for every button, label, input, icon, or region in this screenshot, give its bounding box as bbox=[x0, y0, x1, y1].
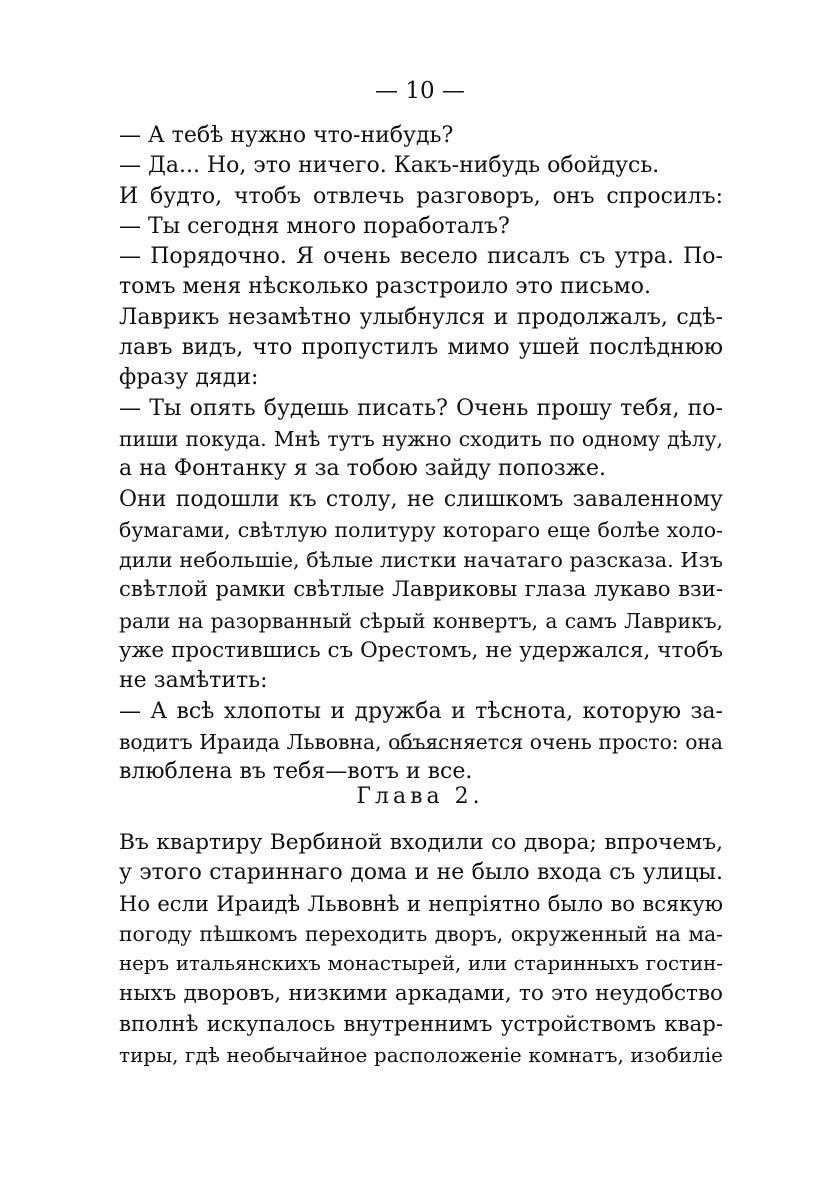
text-line: Лаврикъ незамѣтно улыбнулся и продолжалъ, сдѣ- bbox=[119, 304, 723, 330]
text-line: фразу дяди: bbox=[119, 365, 259, 391]
text-line: рали на разорванный сѣрый конвертъ, а самъ Лаврикъ, bbox=[119, 608, 723, 633]
text-line: — А всѣ хлопоты и дружба и тѣснота, которую за- bbox=[119, 698, 723, 724]
text-line: ныхъ дворовъ, низкими аркадами, то это неудобство bbox=[119, 981, 723, 1007]
text-line: Въ квартиру Вербиной входили со двора; впрочемъ, bbox=[119, 830, 723, 855]
text-line: Но если Ираидѣ Львовнѣ и непріятно было во всякую bbox=[119, 891, 723, 916]
text-line: не замѣтить: bbox=[119, 668, 268, 694]
text-section-2 bbox=[119, 828, 723, 1070]
text-line: уже простившись съ Орестомъ, не удержался, чтобъ bbox=[119, 638, 723, 664]
text-line: — А тебѣ нужно что-нибудь? bbox=[119, 123, 454, 148]
text-line: томъ меня нѣсколько разстроило это письмо. bbox=[119, 274, 651, 300]
text-line: свѣтлой рамки свѣтлые Лавриковы глаза лукаво взи- bbox=[119, 577, 723, 603]
text-line: — Ты сегодня много поработалъ? bbox=[119, 213, 510, 239]
text-line: пиши покуда. Мнѣ тутъ нужно сходить по одному дѣлу, bbox=[119, 426, 723, 451]
text-line: влюблена въ тебя—вотъ и все. bbox=[119, 759, 473, 785]
text-section-1 bbox=[119, 121, 723, 788]
text-line: водитъ Ираида Львовна, объясняется очень просто: она bbox=[119, 729, 723, 754]
text-line: вполнѣ искупалось внутреннимъ устройствомъ квар- bbox=[119, 1011, 723, 1037]
text-line: бумагами, свѣтлую политуру котораго еще болѣе холо- bbox=[119, 517, 723, 542]
text-line: — Порядочно. Я очень весело писалъ съ утра. По- bbox=[119, 244, 723, 270]
text-line: погоду пѣшкомъ переходить дворъ, окруженный на ма- bbox=[119, 921, 723, 946]
text-line: дили небольшіе, бѣлые листки начатаго разсказа. Изъ bbox=[119, 548, 723, 573]
text-line: — Ты опять будешь писать? Очень прошу тебя, по- bbox=[119, 395, 723, 421]
section-divider bbox=[395, 748, 447, 749]
text-line: лавъ видъ, что пропустилъ мимо ушей послѣднюю bbox=[119, 335, 723, 361]
text-line: — Да... Но, это ничего. Какъ-нибудь обойдусь. bbox=[119, 153, 660, 179]
text-line: неръ итальянскихъ монастырей, или старинныхъ гостин- bbox=[119, 952, 723, 976]
text-line: а на Фонтанку я за тобою зайду попозже. bbox=[119, 456, 607, 482]
text-line: И будто, чтобъ отвлечь разговоръ, онъ спросилъ: bbox=[119, 183, 723, 209]
text-line: Они подошли къ столу, не слишкомъ заваленному bbox=[119, 486, 723, 512]
text-line: у этого стариннаго дома и не было входа съ улицы. bbox=[119, 860, 723, 886]
text-line: тиры, гдѣ необычайное расположеніе комнатъ, изобиліе bbox=[119, 1043, 723, 1068]
chapter-title: Глава 2. bbox=[356, 784, 484, 809]
page-number: — 10 — bbox=[375, 78, 465, 104]
